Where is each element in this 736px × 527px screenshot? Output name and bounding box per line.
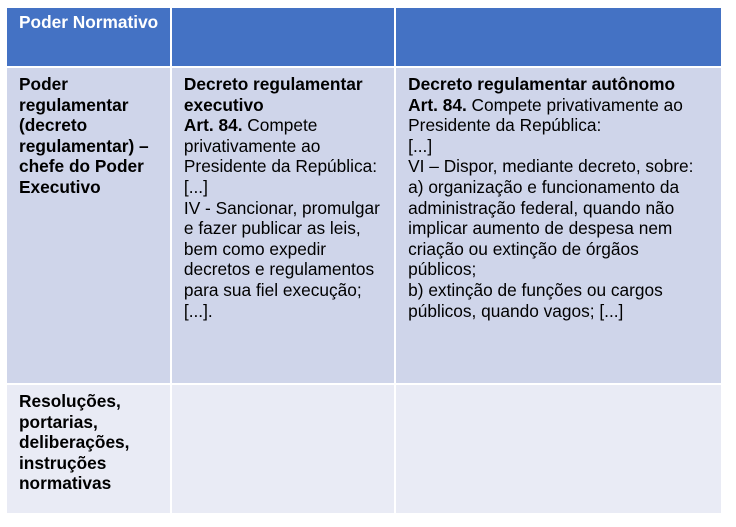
header-cell-poder-normativo (7, 8, 170, 66)
row1-executivo-cell (172, 68, 394, 383)
autonomo-item-b: b) extinção de funções ou cargos públicos, quando vagos; [...] (408, 279, 663, 321)
autonomo-intro: Compete privativamente ao Presidente da República: (408, 94, 683, 136)
autonomo-ellipsis: [...] (408, 135, 433, 156)
row2-label-cell (7, 385, 170, 513)
autonomo-item-a: a) organização e funcionamento da administração federal, quando não implicar aumento de despesa nem criação ou extinção de órgãos públicos; (408, 176, 680, 280)
row2-empty-cell-2 (172, 385, 394, 513)
executivo-intro: Compete privativamente ao Presidente da República: (183, 115, 378, 177)
table-row-resolucoes (7, 385, 721, 513)
table-row-poder-regulamentar (7, 68, 721, 383)
row1-label-cell (7, 68, 170, 383)
executivo-text: IV - Sancionar, promulgar e fazer publicar as leis, bem como expedir decretos e regulamentos para sua fiel execução; [...]. (183, 197, 380, 321)
row2-empty-cell-3 (396, 385, 721, 513)
header-cell-empty-2 (172, 8, 394, 66)
autonomo-article: Art. 84. (408, 94, 467, 115)
autonomo-item-vi: VI – Dispor, mediante decreto, sobre: (408, 156, 694, 177)
row1-autonomo-cell (396, 68, 721, 383)
executivo-ellipsis: [...] (183, 176, 208, 197)
autonomo-title: Decreto regulamentar autônomo (408, 74, 676, 94)
header-title: Poder Normativo (19, 12, 159, 32)
header-cell-empty-3 (396, 8, 721, 66)
executivo-title: Decreto regulamentar executivo (183, 74, 363, 115)
table-header-row (7, 8, 721, 66)
row2-label: Resoluções, portarias, deliberações, instruções normativas (19, 391, 130, 494)
poder-normativo-table (5, 6, 723, 515)
row1-label: Poder regulamentar (decreto regulamentar) – chefe do Poder Executivo (19, 74, 149, 197)
executivo-article: Art. 84. (183, 115, 243, 136)
